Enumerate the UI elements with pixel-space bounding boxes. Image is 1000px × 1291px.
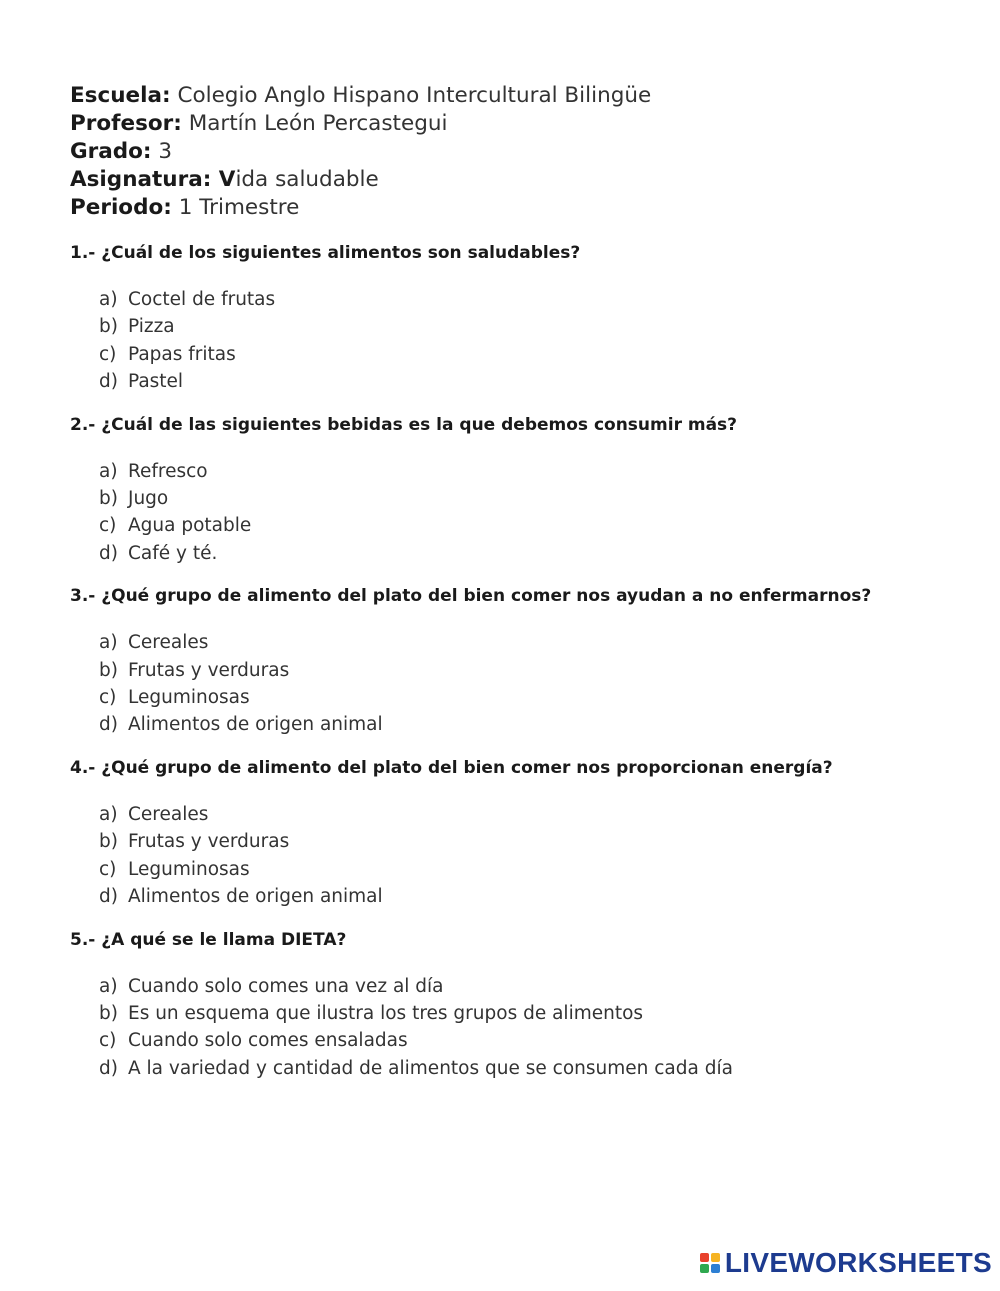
- logo-tile-yellow: [711, 1253, 720, 1262]
- option-letter: d): [99, 371, 118, 393]
- option-text: Cuando solo comes ensaladas: [128, 1030, 408, 1052]
- answer-options: [99, 801, 970, 911]
- option-letter: a): [99, 289, 118, 310]
- school-line: [70, 82, 970, 110]
- period-value: 1 Trimestre: [178, 195, 300, 220]
- grade-value: 3: [158, 139, 173, 164]
- question-text: 4.- ¿Qué grupo de alimento del plato del bien comer nos proporcionan energía?: [70, 757, 833, 778]
- option-text: Pizza: [128, 316, 175, 338]
- answer-option[interactable]: [99, 684, 970, 711]
- subject-line: [70, 166, 970, 194]
- grade-label: Grado:: [70, 139, 152, 164]
- option-text: Alimentos de origen animal: [128, 886, 383, 908]
- option-letter: a): [99, 632, 118, 654]
- answer-option[interactable]: [99, 711, 970, 738]
- question-2: [70, 414, 970, 568]
- teacher-label: Profesor:: [70, 111, 182, 136]
- option-text: Leguminosas: [128, 687, 250, 709]
- answer-option[interactable]: [99, 1055, 970, 1082]
- logo-tile-red: [700, 1253, 709, 1262]
- answer-option[interactable]: [99, 856, 970, 883]
- option-text: Coctel de frutas: [128, 289, 276, 310]
- option-text: Frutas y verduras: [128, 831, 290, 853]
- option-letter: c): [99, 858, 117, 880]
- answer-option[interactable]: [99, 313, 970, 340]
- question-list: [70, 242, 970, 1082]
- option-letter: b): [99, 659, 118, 681]
- answer-options: [99, 973, 970, 1083]
- option-text: Refresco: [128, 460, 208, 482]
- answer-option[interactable]: [99, 341, 970, 368]
- period-label: Periodo:: [70, 195, 172, 220]
- answer-option[interactable]: [99, 828, 970, 855]
- logo-tile-blue: [711, 1264, 720, 1273]
- option-text: Frutas y verduras: [128, 659, 290, 681]
- question-text: 1.- ¿Cuál de los siguientes alimentos son saludables?: [70, 243, 581, 263]
- option-text: Jugo: [128, 488, 169, 510]
- question-5: [70, 929, 970, 1083]
- answer-option[interactable]: [99, 629, 970, 656]
- option-text: Agua potable: [128, 515, 252, 537]
- option-letter: a): [99, 460, 118, 482]
- option-text: Alimentos de origen animal: [128, 714, 383, 736]
- teacher-value: Martín León Percastegui: [188, 111, 448, 136]
- logo-text: LIVEWORKSHEETS: [724, 1247, 992, 1278]
- subject-label: Asignatura: V: [70, 167, 236, 192]
- option-text: Cereales: [128, 632, 209, 654]
- answer-option[interactable]: [99, 883, 970, 910]
- option-letter: a): [99, 803, 118, 825]
- option-text: Pastel: [128, 371, 184, 393]
- subject-value: ida saludable: [235, 167, 379, 192]
- school-value: Colegio Anglo Hispano Intercultural Bilingüe: [177, 83, 652, 108]
- option-letter: b): [99, 488, 118, 510]
- answer-option[interactable]: [99, 458, 970, 485]
- answer-option[interactable]: [99, 540, 970, 567]
- answer-option[interactable]: [99, 286, 970, 313]
- question-text: 3.- ¿Qué grupo de alimento del plato del bien comer nos ayudan a no enfermarnos?: [70, 586, 872, 607]
- question-1: [70, 242, 970, 396]
- option-text: Es un esquema que ilustra los tres grupos de alimentos: [128, 1002, 644, 1024]
- option-letter: b): [99, 831, 118, 853]
- answer-option[interactable]: [99, 657, 970, 684]
- question-3: [70, 585, 970, 739]
- option-text: A la variedad y cantidad de alimentos que se consumen cada día: [128, 1057, 733, 1079]
- option-letter: c): [99, 687, 117, 709]
- answer-options: [99, 629, 970, 739]
- answer-option[interactable]: [99, 1027, 970, 1054]
- worksheet-header: [70, 82, 970, 222]
- grade-line: [70, 138, 970, 166]
- answer-options: [99, 286, 970, 396]
- option-text: Café y té.: [128, 542, 218, 564]
- answer-option[interactable]: [99, 485, 970, 512]
- liveworksheets-logo: [700, 1246, 992, 1280]
- option-letter: d): [99, 542, 118, 564]
- answer-option[interactable]: [99, 1000, 970, 1027]
- option-letter: c): [99, 1030, 117, 1052]
- question-text: 2.- ¿Cuál de las siguientes bebidas es la que debemos consumir más?: [70, 414, 738, 435]
- answer-option[interactable]: [99, 368, 970, 395]
- option-text: Leguminosas: [128, 858, 250, 880]
- question-text: 5.- ¿A qué se le llama DIETA?: [70, 929, 347, 950]
- option-letter: d): [99, 1057, 118, 1079]
- answer-option[interactable]: [99, 512, 970, 539]
- answer-options: [99, 458, 970, 568]
- option-text: Papas fritas: [128, 343, 236, 365]
- option-letter: c): [99, 343, 117, 365]
- worksheet-page: [70, 82, 970, 1100]
- question-4: [70, 757, 970, 911]
- option-letter: d): [99, 886, 118, 908]
- school-label: Escuela:: [70, 83, 171, 108]
- liveworksheets-logo-icon: [700, 1253, 720, 1273]
- option-text: Cereales: [128, 803, 209, 825]
- period-line: [70, 194, 970, 222]
- teacher-line: [70, 110, 970, 138]
- option-letter: b): [99, 316, 118, 338]
- option-letter: a): [99, 975, 118, 997]
- answer-option[interactable]: [99, 801, 970, 828]
- option-text: Cuando solo comes una vez al día: [128, 975, 444, 997]
- option-letter: b): [99, 1002, 118, 1024]
- option-letter: d): [99, 714, 118, 736]
- option-letter: c): [99, 515, 117, 537]
- logo-tile-green: [700, 1264, 709, 1273]
- answer-option[interactable]: [99, 973, 970, 1000]
